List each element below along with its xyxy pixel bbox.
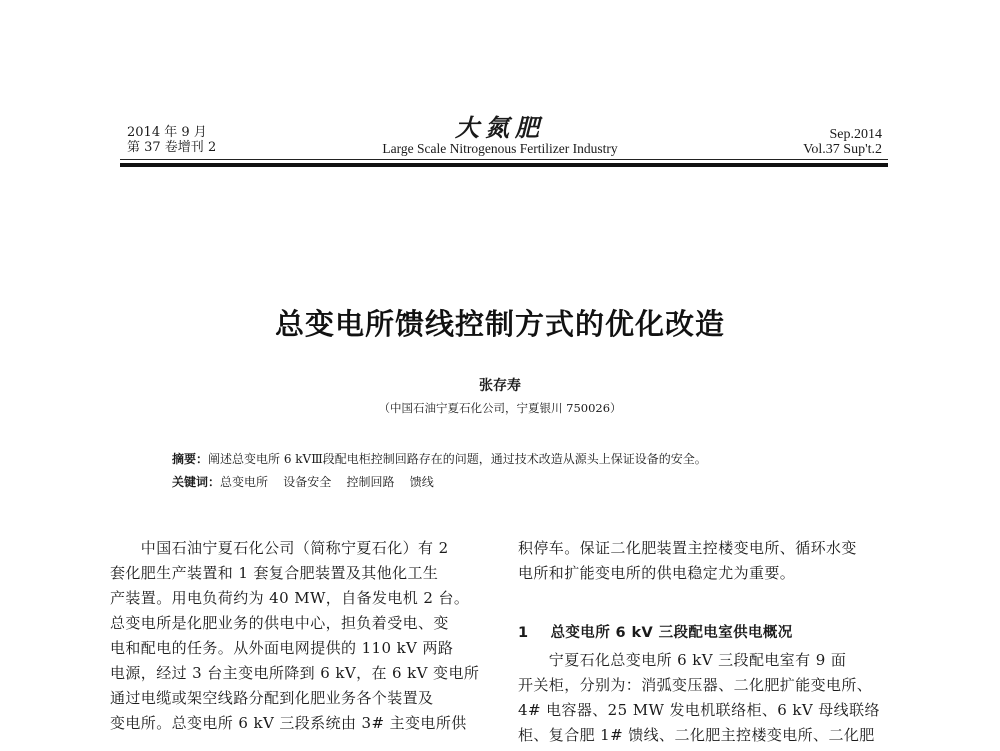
section-number: 1 — [518, 625, 529, 641]
article-author: 张存寿 — [479, 378, 521, 394]
journal-title-en: Large Scale Nitrogenous Fertilizer Industry — [382, 141, 618, 156]
abstract-text: 阐述总变电所 6 kVⅢ段配电柜控制回路存在的问题，通过技术改造从源头上保证设备的安全。 — [208, 452, 707, 466]
body-line: 柜、复合肥 1# 馈线、二化肥主控楼变电所、二化肥 — [518, 726, 875, 744]
body-left-column — [110, 537, 490, 751]
header-rule-thin — [120, 159, 888, 160]
keywords-label: 关键词： — [172, 475, 221, 489]
article-title: 总变电所馈线控制方式的优化改造 — [274, 307, 725, 341]
body-line: 宁夏石化总变电所 6 kV 三段配电室有 9 面 — [518, 651, 847, 669]
body-line: 变电所。总变电所 6 kV 三段系统由 3# 主变电所供 — [110, 714, 467, 732]
keywords-text: 总变电所 设备安全 控制回路 馈线 — [220, 475, 434, 489]
body-line: 中国石油宁夏石化公司（简称宁夏石化）有 2 — [110, 539, 449, 557]
header-volume-cn: 第 37 卷增刊 2 — [127, 140, 217, 155]
section-heading — [518, 621, 793, 642]
body-line: 积停车。保证二化肥装置主控楼变电所、循环水变 — [518, 539, 857, 557]
body-line: 电源，经过 3 台主变电所降到 6 kV，在 6 kV 变电所 — [110, 664, 480, 682]
header-rule-thick — [120, 163, 888, 167]
abstract-label: 摘要： — [172, 452, 209, 466]
body-right-column — [518, 537, 910, 751]
header-date-en: Sep.2014 — [829, 127, 882, 142]
body-line: 总变电所是化肥业务的供电中心，担负着受电、变 — [110, 614, 449, 632]
abstract — [172, 450, 707, 467]
body-line: 电所和扩能变电所的供电稳定尤为重要。 — [518, 564, 796, 582]
body-line: 产装置。用电负荷约为 40 MW，自备发电机 2 台。 — [110, 589, 470, 607]
body-line: 套化肥生产装置和 1 套复合肥装置及其他化工生 — [110, 564, 439, 582]
body-line: 通过电缆或架空线路分配到化肥业务各个装置及 — [110, 689, 434, 707]
article-affiliation: （中国石油宁夏石化公司，宁夏银川 750026） — [378, 401, 622, 415]
body-line: 开关柜，分别为：消弧变压器、二化肥扩能变电所、 — [518, 676, 873, 694]
section-title: 总变电所 6 kV 三段配电室供电概况 — [550, 625, 793, 641]
body-line: 4# 电容器、25 MW 发电机联络柜、6 kV 母线联络 — [518, 701, 880, 719]
keywords — [172, 473, 434, 490]
header-date: 2014 年 9 月 — [127, 125, 207, 140]
body-line: 电和配电的任务。从外面电网提供的 110 kV 两路 — [110, 639, 454, 657]
journal-title-cn: 大氮肥 — [455, 113, 545, 142]
header-volume-en: Vol.37 Sup't.2 — [803, 142, 882, 157]
